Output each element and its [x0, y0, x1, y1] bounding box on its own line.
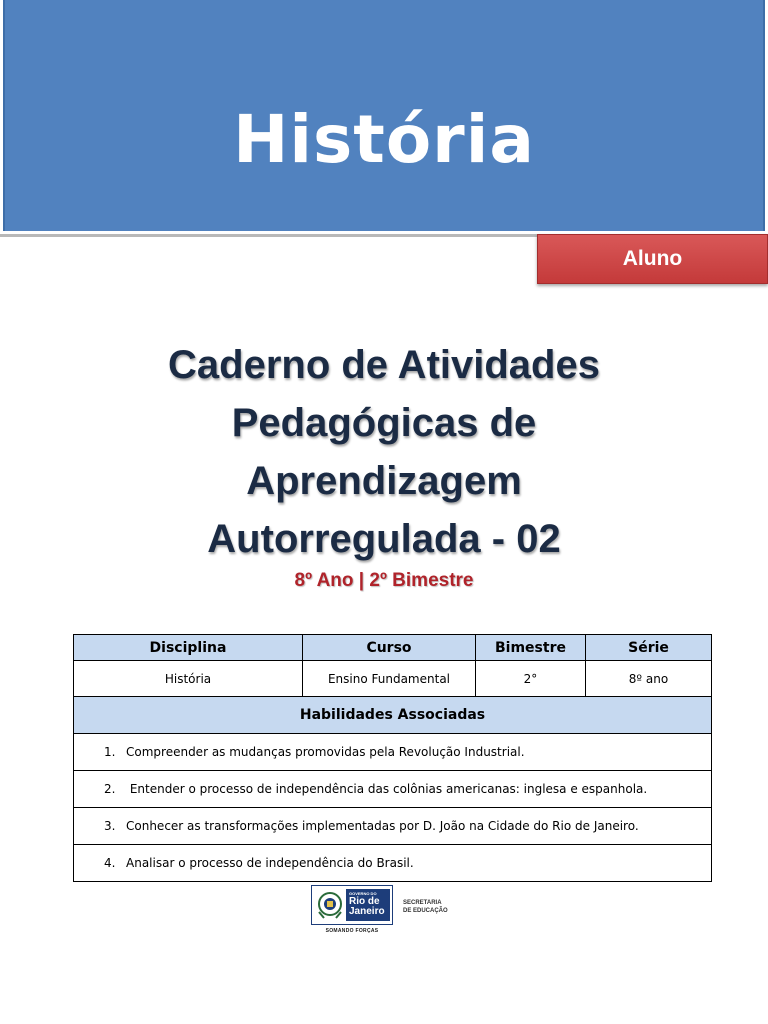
skills-header: Habilidades Associadas: [74, 697, 712, 734]
skill-item: [74, 771, 712, 808]
skill-number: 4.: [104, 856, 116, 870]
state-name-line-1: Rio de: [349, 896, 380, 907]
value-bimestre: 2°: [476, 661, 586, 697]
skill-number: 2.: [104, 782, 116, 796]
skill-item: [74, 808, 712, 845]
header-disciplina: Disciplina: [74, 635, 303, 661]
audience-tab: Aluno: [537, 234, 768, 284]
skill-number: 3.: [104, 819, 116, 833]
table-row: [74, 734, 712, 771]
logo-frame: [311, 885, 393, 925]
grade-subtitle: 8º Ano | 2º Bimestre: [294, 570, 474, 591]
skill-text: Analisar o processo de independência do Brasil.: [126, 856, 414, 870]
skill-text: Compreender as mudanças promovidas pela Revolução Industrial.: [126, 745, 525, 759]
header-curso: Curso: [303, 635, 476, 661]
slogan: SOMANDO FORÇAS: [325, 928, 379, 934]
cover-title-line: Caderno de Atividades: [168, 343, 600, 387]
cover-title-line: Aprendizagem: [246, 459, 522, 503]
secretaria-label: [403, 899, 448, 915]
skill-number: 1.: [104, 745, 116, 759]
rio-de-janeiro-mark: [346, 889, 390, 921]
table-row: [74, 661, 712, 697]
table-row: [74, 771, 712, 808]
skill-item: [74, 845, 712, 882]
cover-title-line: Pedagógicas de: [231, 401, 537, 445]
table-row: [74, 808, 712, 845]
table-header-row: [74, 635, 712, 661]
cover-title-line: Autorregulada - 02: [207, 517, 561, 561]
skills-header-row: [74, 697, 712, 734]
value-disciplina: História: [74, 661, 303, 697]
header-banner: [3, 0, 765, 231]
government-logo: [311, 885, 461, 937]
gov-label: GOVERNO DO: [349, 891, 377, 896]
subject-title: História: [233, 101, 535, 178]
state-seal-icon: [316, 890, 344, 920]
header-serie: Série: [586, 635, 712, 661]
secretaria-line-1: SECRETARIA: [403, 900, 442, 906]
value-serie: 8º ano: [586, 661, 712, 697]
secretaria-line-2: DE EDUCAÇÃO: [403, 908, 448, 914]
course-info-table: [73, 634, 712, 882]
table-row: [74, 845, 712, 882]
skill-text: Conhecer as transformações implementadas por D. João na Cidade do Rio de Janeiro.: [126, 819, 639, 833]
cover-title: [0, 336, 768, 568]
skill-text: Entender o processo de independência das colônias americanas: inglesa e espanhola.: [126, 782, 648, 796]
header-bimestre: Bimestre: [476, 635, 586, 661]
value-curso: Ensino Fundamental: [303, 661, 476, 697]
state-name-line-2: Janeiro: [349, 906, 385, 917]
skill-item: [74, 734, 712, 771]
